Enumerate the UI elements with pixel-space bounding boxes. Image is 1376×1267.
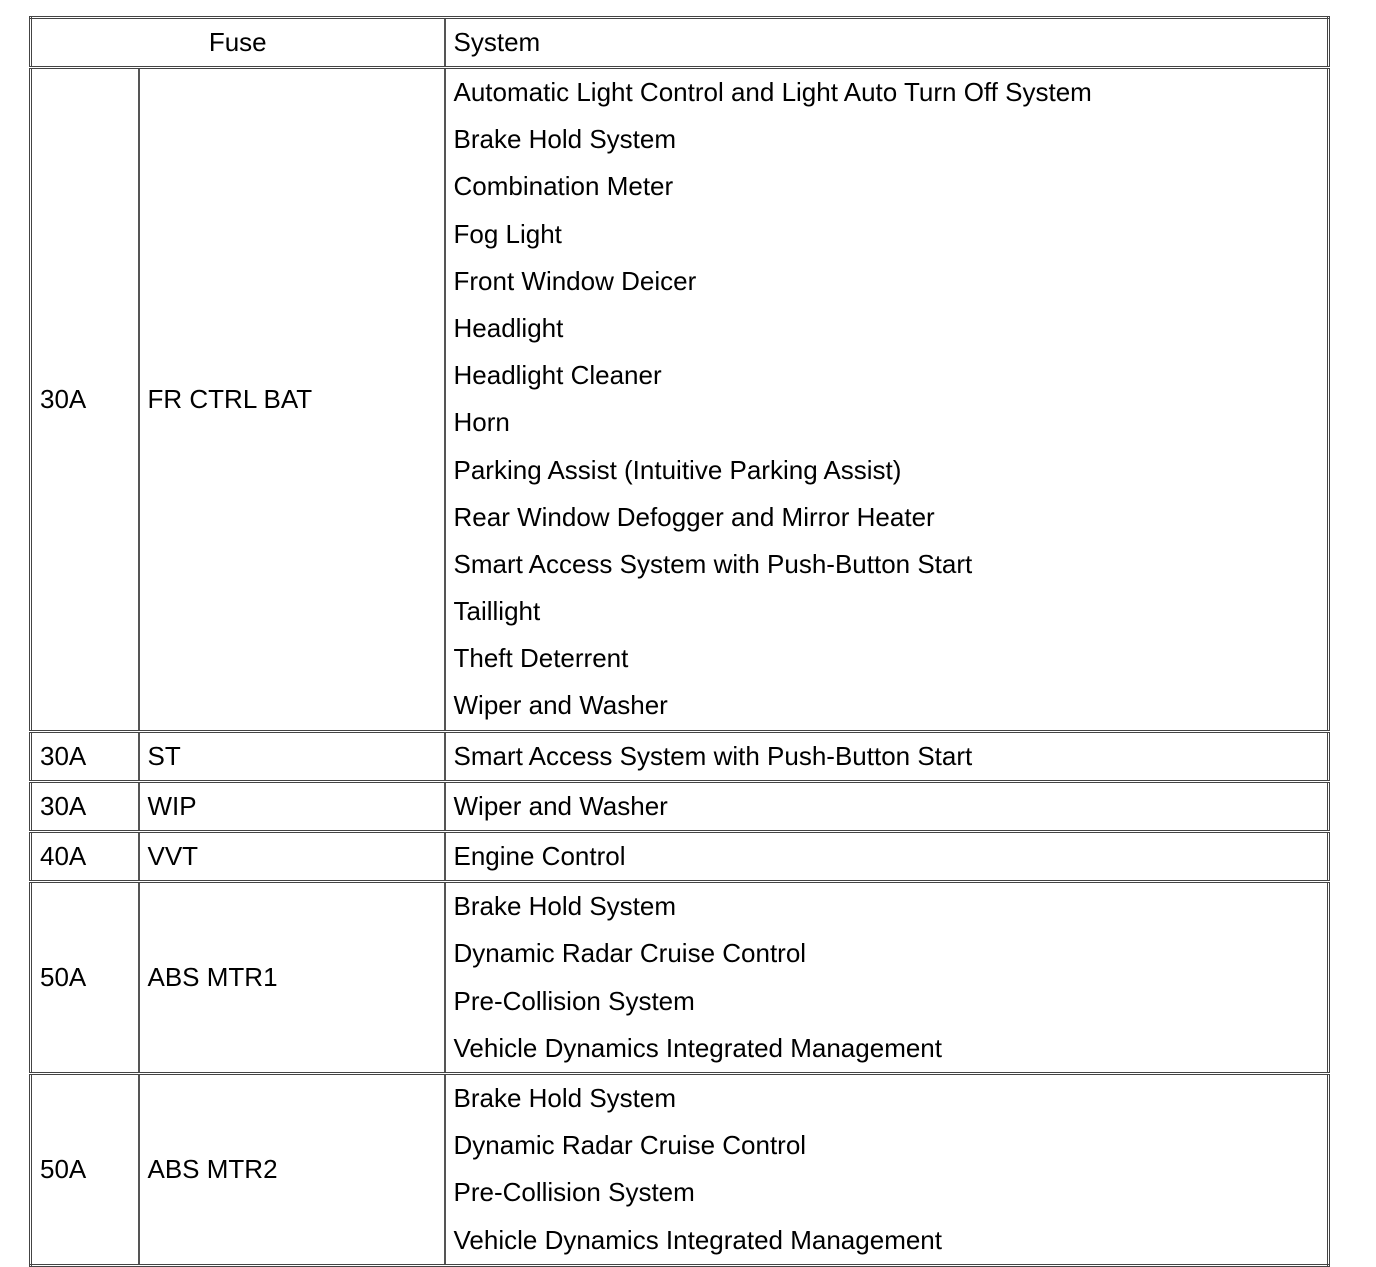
system-list-cell (445, 1073, 1329, 1265)
system-item: Smart Access System with Push-Button Start (453, 548, 973, 579)
system-item: Smart Access System with Push-Button Start (453, 740, 973, 771)
system-item: Brake Hold System (453, 891, 677, 922)
system-item: Headlight (453, 312, 564, 343)
table-row (31, 882, 1329, 1074)
table-header (31, 18, 1329, 68)
fuse-name-cell: ABS MTR1 (139, 882, 445, 1074)
system-item: Combination Meter (453, 171, 674, 202)
system-list-cell (445, 731, 1329, 781)
system-list-cell (445, 832, 1329, 882)
system-item: Parking Assist (Intuitive Parking Assist) (453, 454, 902, 485)
fuse-column-header: Fuse (31, 18, 445, 68)
fuse-amperage-cell: 50A (31, 1073, 139, 1265)
system-list-cell (445, 68, 1329, 732)
fuse-amperage-cell: 30A (31, 781, 139, 831)
system-item: Rear Window Defogger and Mirror Heater (453, 501, 935, 532)
system-item: Vehicle Dynamics Integrated Management (453, 1224, 942, 1255)
system-item: Front Window Deicer (453, 265, 697, 296)
system-item: Automatic Light Control and Light Auto Turn Off System (453, 77, 1092, 107)
system-item: Horn (453, 407, 510, 438)
fuse-amperage-cell: 30A (31, 68, 139, 732)
fuse-name-cell: WIP (139, 781, 445, 831)
fuse-amperage-cell: 50A (31, 882, 139, 1074)
system-item: Dynamic Radar Cruise Control (453, 1130, 807, 1161)
table-row (31, 1073, 1329, 1265)
fuse-name-cell: ST (139, 731, 445, 781)
table-row (31, 781, 1329, 831)
system-item: Pre-Collision System (453, 985, 695, 1016)
fuse-amperage-cell: 30A (31, 731, 139, 781)
table-body (31, 68, 1329, 1266)
system-item: Vehicle Dynamics Integrated Management (453, 1032, 942, 1063)
fuse-amperage-cell: 40A (31, 832, 139, 882)
table-row (31, 832, 1329, 882)
system-item: Theft Deterrent (453, 643, 629, 674)
system-item: Pre-Collision System (453, 1177, 695, 1208)
system-item: Dynamic Radar Cruise Control (453, 938, 807, 969)
fuse-name-cell: ABS MTR2 (139, 1073, 445, 1265)
system-list-cell (445, 882, 1329, 1074)
table-row (31, 731, 1329, 781)
system-item: Headlight Cleaner (453, 360, 662, 391)
fuse-name-cell: FR CTRL BAT (139, 68, 445, 732)
table-row (31, 68, 1329, 732)
system-column-header: System (445, 18, 1329, 68)
system-item: Engine Control (453, 841, 626, 871)
system-item: Taillight (453, 596, 541, 627)
fuse-table (29, 16, 1330, 1267)
system-item: Wiper and Washer (453, 690, 668, 721)
system-item: Brake Hold System (453, 124, 677, 155)
system-list-cell (445, 781, 1329, 831)
system-item: Brake Hold System (453, 1082, 677, 1113)
system-item: Wiper and Washer (453, 790, 668, 821)
header-row (31, 18, 1329, 68)
fuse-name-cell: VVT (139, 832, 445, 882)
system-item: Fog Light (453, 218, 562, 249)
